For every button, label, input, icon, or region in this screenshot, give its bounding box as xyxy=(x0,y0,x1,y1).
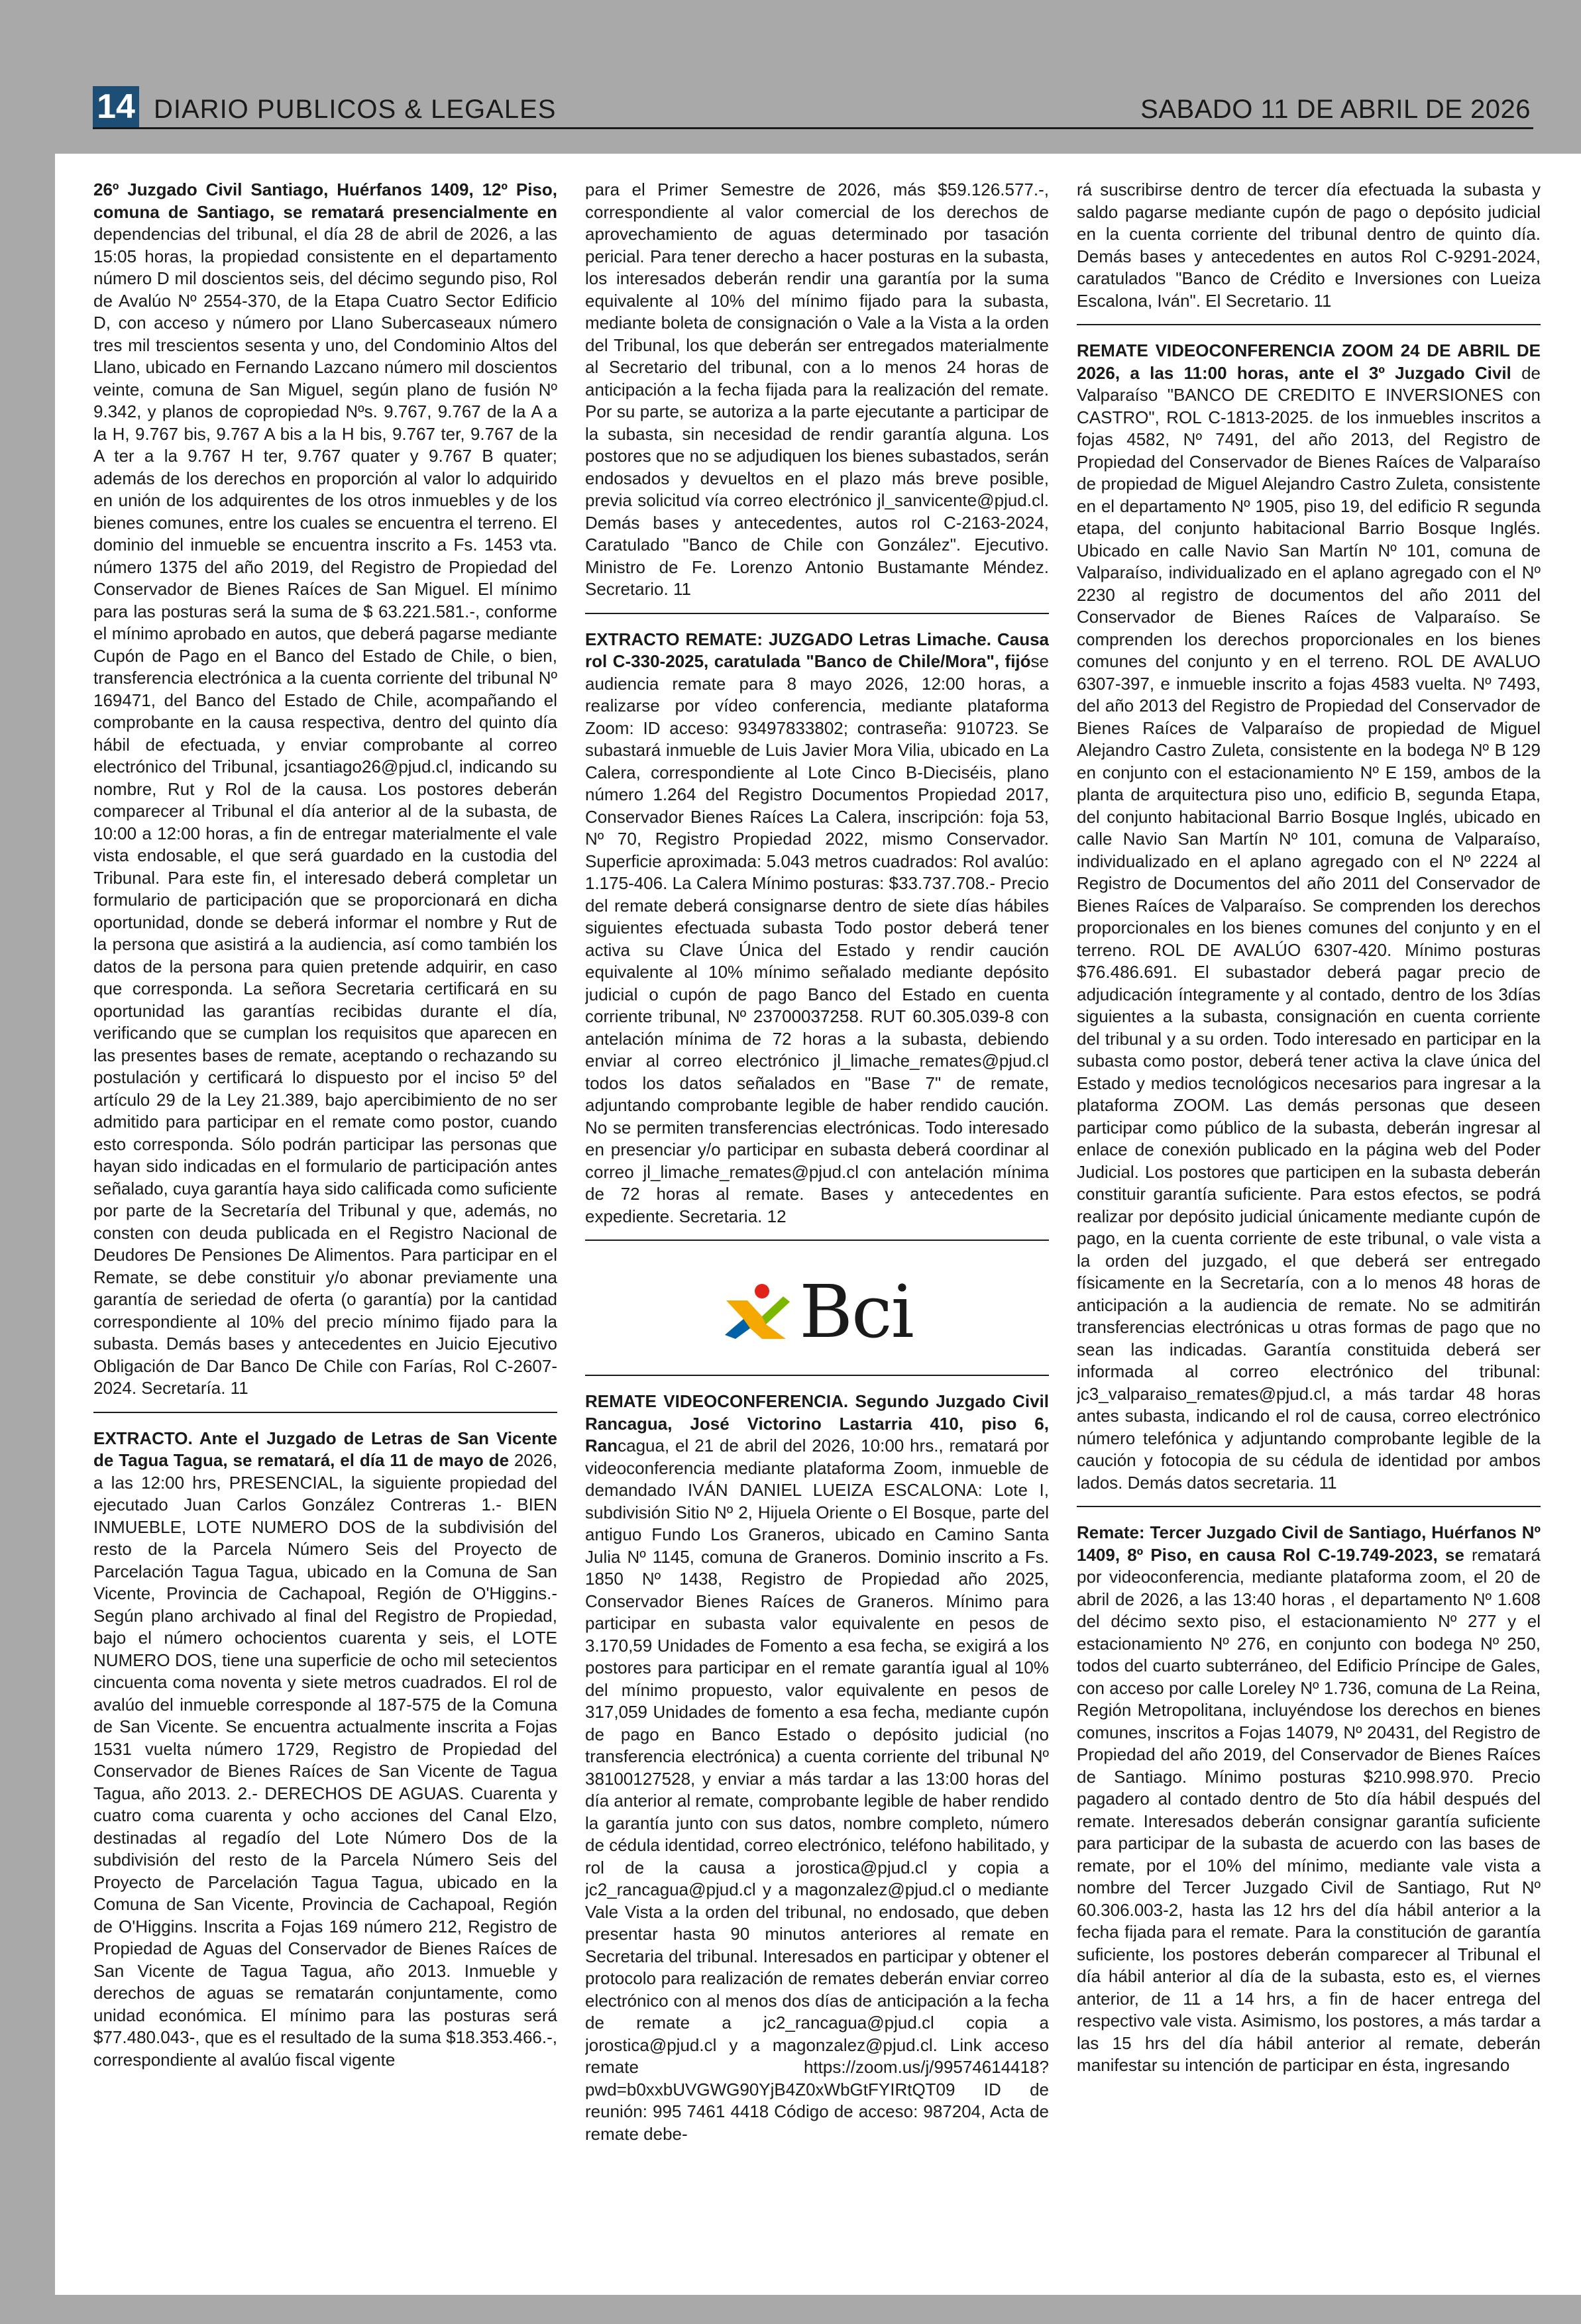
column-1 xyxy=(93,179,557,2282)
bci-logo-text: Bci xyxy=(799,1269,913,1354)
divider xyxy=(585,613,1049,614)
notice-juzgado-26-santiago xyxy=(93,179,557,1405)
notice-heading: 26º Juzgado Civil Santiago, Huérfanos 1409, 12º Piso, comuna de Santiago, se rematará presencialmente en xyxy=(93,180,557,222)
page-body xyxy=(55,154,1581,2295)
divider xyxy=(1077,324,1541,325)
notice-heading: EXTRACTO REMATE: JUZGADO Letras Limache. Causa rol C-330-2025, caratulada "Banco de Chile/Mora", fijó xyxy=(585,629,1049,671)
column-2 xyxy=(585,179,1049,2282)
notice-limache xyxy=(585,629,1049,1234)
divider xyxy=(585,1240,1049,1241)
notice-heading: Remate: Tercer Juzgado Civil de Santiago, Huérfanos Nº 1409, 8º Piso, en causa Rol C-19.749-2023, se xyxy=(1077,1522,1541,1565)
notice-body: de Valparaíso "BANCO DE CREDITO E INVERSIONES con CASTRO", ROL C-1813-2025. de los inmuebles inscritos a fojas 4582, Nº 7491, del año 2013, del Registro de Propiedad del Conservador de Bienes Raíces de Valparaíso de propiedad de Miguel Alejandro Castro Zuleta, consistente en el departamento Nº 1905, piso 19, del edificio R segunda etapa, del conjunto habitacional Barrio Bosque Inglés. Ubicado en calle Navio San Martín Nº 101, comuna de Valparaíso, individualizado en el aplano agregado con el Nº 2230 al registro de documentos del año 2011 del Conservador de Bienes Raíces de Valparaíso. Se comprenden los derechos proporcionales en los bienes comunes del conjunto y en el terreno. ROL DE AVALUO 6307-397, e inmueble inscrito a fojas 4583 vuelta. Nº 7493, del año 2013 del Registro de Propiedad del Conservador de Bienes Raíces de Valparaíso de propiedad de Miguel Alejandro Castro Zuleta, consistente en la bodega Nº B 129 en conjunto con el estacionamiento Nº E 159, ambos de la planta de arquitectura piso uno, edificio B, segunda Etapa, del conjunto habitacional Barrio Bosque Inglés, ubicado en calle Navio San Martín Nº 101, comuna de Valparaíso, individualizado en el aplano agregado con el Nº 2224 al Registro de Documentos del año 2011 del Conservador de Bienes Raíces de Valparaíso. Se comprenden los derechos proporcionales en los bienes comunes del conjunto y en el terreno. ROL DE AVALÚO 6307-420. Mínimo posturas $76.486.691. El subastador deberá pagar precio de adjudicación íntegramente y al contado, dentro de los 3días siguientes a la subasta, consignación en cuenta corriente del tribunal y a su orden. Todo interesado en participar en la subasta como postor, deberá tener activa la clave única del Estado y medios tecnológicos necesarios para ingresar a la plataforma ZOOM. Las demás personas que deseen participar como público de la subasta, deberán ingresar al enlace de conexión publicado en la página web del Poder Judicial. Los postores que participen en la subasta deberán constituir garantía suficiente. Para estos efectos, se podrá realizar por depósito judicial únicamente mediante cupón de pago, en la cuenta corriente de este tribunal, o vale vista a la orden del juzgado, el que deberá ser entregado físicamente en la Secretaría, con a lo menos 48 horas de anticipación a la audiencia de remate. No se admitirán transferencias electrónicas u otras formas de pago que no sean las indicadas. Garantía constituida deberá ser informada al correo electrónico del tribunal: jc3_valparaiso_remates@pjud.cl, a más tardar 48 horas antes subasta, indicando el rol de causa, correo electrónico número telefónica y adjuntando comprobante legible de la caución y fotocopia de su cédula de identidad por ambos lados. Demás datos secretaria. 11 xyxy=(1077,362,1541,1493)
bci-logo xyxy=(721,1269,913,1354)
notice-body: rá suscribirse dentro de tercer día efectuada la subasta y saldo pagarse mediante cupón de pago o depósito judicial en la cuenta corriente del tribunal dentro de quinto día. Demás bases y antecedentes en autos Rol C-9291-2024, caratulados "Banco de Crédito e Inversiones con Lueiza Escalona, Iván". El Secretario. 11 xyxy=(1077,180,1541,311)
notice-rancagua xyxy=(585,1391,1049,2150)
column-3 xyxy=(1077,179,1541,2282)
notice-san-vicente xyxy=(93,1428,557,2077)
divider xyxy=(585,1375,1049,1376)
notice-body: dependencias del tribunal, el día 28 de abril de 2026, a las 15:05 horas, la propiedad consistente en el departamento número D mil doscientos seis, del décimo segundo piso, Rol de Avalúo Nº 2554-370, de la Etapa Cuatro Sector Edificio D, con acceso y número por Llano Subercaseaux número tres mil trescientos sesenta y uno, del Condominio Altos del Llano, ubicado en Fernando Lazcano número mil doscientos veinte, comuna de San Miguel, según plano de fusión Nº 9.342, y planos de copropiedad Nºs. 9.767, 9.767 de la A a la H, 9.767 bis, 9.767 A bis a la H bis, 9.767 ter, 9.767 de la A ter a la 9.767 H ter, 9.767 quater y 9.767 B quater; además de los derechos en proporción al valor lo adquirido en unión de los adquirentes de los otros inmuebles y de los bienes comunes, entre los cuales se encuentra el terreno. El dominio del inmueble se encuentra inscrito a Fs. 1453 vta. número 1375 del año 2019, del Registro de Propiedad del Conservador de Bienes Raíces de San Miguel. El mínimo para las posturas será la suma de $ 63.221.581.-, conforme el mínimo aprobado en autos, que deberá pagarse mediante Cupón de Pago en el Banco del Estado de Chile, o bien, transferencia electrónica a la cuenta corriente del tribunal Nº 169471, del Banco del Estado de Chile, acompañando el comprobante en la causa respectiva, dentro del quinto día hábil de efectuada, y enviar comprobante al correo electrónico del Tribunal, jcsantiago26@pjud.cl, indicando su nombre, Rut y Rol de la causa. Los postores deberán comparecer al Tribunal el día anterior al de la subasta, de 10:00 a 12:00 horas, a fin de entregar materialmente el vale vista endosable, el que será guardado en la custodia del Tribunal. Para este fin, el interesado deberá completar un formulario de participación que se proporcionará en dicha oportunidad, donde se deberá informar el nombre y Rut de la persona que asistirá a la audiencia, así como también los datos de la persona para quien pretende adquirir, en caso que corresponda. La señora Secretaria certificará en su oportunidad las garantías recibidas durante el día, verificando que se cumplan los requisitos que aparecen en las presentes bases de remate, aceptando o rechazando su postulación y certificará lo dispuesto por el inciso 5º del artículo 29 de la Ley 21.389, bajo apercibimiento de no ser admitido para participar en el remate como postor, cuando esto corresponda. Sólo podrán participar las personas que hayan sido indicadas en el formulario de participación antes señalado, cuya garantía haya sido calificada como suficiente por parte de la Secretaría del Tribunal y que, además, no consten con deuda publicada en el Registro Nacional de Deudores De Pensiones De Alimentos. Para participar en el Remate, se debe constituir y/o abonar previamente una garantía de seriedad de oferta (o garantía) por la cantidad correspondiente al 10% del precio mínimo fijado para la subasta. Demás bases y antecedentes en Juicio Ejecutivo Obligación de Dar Banco De Chile con Farías, Rol C-2607-2024. Secretaría. 11 xyxy=(93,224,557,1398)
page-number: 14 xyxy=(93,86,139,127)
notice-heading: REMATE VIDEOCONFERENCIA ZOOM 24 DE ABRIL DE 2026, a las 11:00 horas, ante el 3º Juzgado Civil xyxy=(1077,341,1541,383)
notice-tercer-juzgado-santiago xyxy=(1077,1522,1541,2082)
divider xyxy=(93,1412,557,1413)
divider xyxy=(1077,1506,1541,1507)
notice-body: para el Primer Semestre de 2026, más $59.126.577.-, correspondiente al valor comercial de los derechos de aprovechamiento de aguas determinado por tasación pericial. Para tener derecho a hacer posturas en la subasta, los interesados deberán rendir una garantía por la suma equivalente al 10% del mínimo fijado para la subasta, mediante boleta de consignación o Vale a la Vista a la orden del Tribunal, los que deberán ser entregados materialmente al Secretario del tribunal, con a lo menos 24 horas de anticipación a la fecha fijada para la realización del remate. Por su parte, se autoriza a la parte ejecutante a participar de la subasta, sin necesidad de rendir garantía alguna. Los postores que no se adjudiquen los bienes subastados, serán endosados y devueltos en el plazo más breve posible, previa solicitud vía correo electrónico jl_sanvicente@pjud.cl. Demás bases y antecedentes, autos rol C-2163-2024, Caratulado "Banco de Chile con González". Ejecutivo. Ministro de Fe. Lorenzo Antonio Bustamante Méndez. Secretario. 11 xyxy=(585,180,1049,599)
notice-san-vicente-continued xyxy=(585,179,1049,606)
notice-heading: EXTRACTO. Ante el Juzgado de Letras de San Vicente de Tagua Tagua, se rematará, el día 11 de mayo de xyxy=(93,1428,557,1470)
notice-body: rematará por videoconferencia, mediante plataforma zoom, el 20 de abril de 2026, a las 13:40 horas , el departamento Nº 1.608 del décimo sexto piso, el estacionamiento Nº 277 y el estacionamiento Nº 276, en conjunto con bodega Nº 250, todos del cuarto subterráneo, del Edificio Príncipe de Gales, con acceso por calle Loreley Nº 1.736, comuna de La Reina, Región Metropolitana, incluyéndose los derechos en bienes comunes, inscritos a Fojas 14079, Nº 20431, del Registro de Propiedad del año 2019, del Conservador de Bienes Raíces de Santiago. Mínimo posturas $210.998.970. Precio pagadero al contado dentro de 5to día hábil después del remate. Interesados deberán consignar garantía suficiente para participar de la subasta de acuerdo con las bases de remate, por el 10% del mínimo, mediante vale vista a nombre del Tercer Juzgado Civil de Santiago, Rut Nº 60.306.003-2, hasta las 12 hrs del día hábil anterior a la fecha fijada para el remate. Para la constitución de garantía suficiente, los postores deberán comparecer al Tribunal el día hábil anterior al día de la subasta, esto es, el viernes anterior, de 11 a 14 hrs, a fin de hacer entrega del respectivo vale vista. Asimismo, los postores, a más tardar a las 15 hrs del día hábil anterior al remate, deberán manifestar su intención de participar en ésta, ingresando xyxy=(1077,1544,1541,2075)
notice-body: se audiencia remate para 8 mayo 2026, 12:00 horas, a realizarse por vídeo conferencia, mediante plataforma Zoom: ID acceso: 93497833802; contraseña: 910723. Se subastará inmueble de Luis Javier Mora Vilia, ubicado en La Calera, correspondiente al Lote Cinco B-Dieciséis, plano número 1.264 del Registro Documentos Propiedad 2017, Conservador Bienes Raíces La Calera, inscripción: foja 53, Nº 70, Registro Propiedad 2022, mismo Conservador. Superficie aproximada: 5.043 metros cuadrados: Rol avalúo: 1.175-406. La Calera Mínimo posturas: $33.737.708.- Precio del remate deberá consignarse dentro de siete días hábiles siguientes efectuada subasta Todo postor deberá tener activa su Clave Única del Estado y rendir caución equivalente al 10% mínimo señalado mediante depósito judicial o cupón de pago Banco del Estado en cuenta corriente tribunal, Nº 23700037258. RUT 60.305.039-8 con antelación mínima de 72 horas a la subasta, debiendo enviar al correo electrónico jl_limache_remates@pjud.cl todos los datos señalados en "Base 7" de remate, adjuntando comprobante legible de haber rendido caución. No se permiten transferencias electrónicas. Todo interesado en presenciar y/o participar en subasta deberá coordinar al correo jl_limache_remates@pjud.cl con antelación mínima de 72 horas al remate. Bases y antecedentes en expediente. Secretaria. 12 xyxy=(585,651,1049,1226)
page-header xyxy=(93,86,1533,129)
notice-heading: REMATE VIDEOCONFERENCIA. Segundo Juzgado Civil Rancagua, José Victorino Lastarria 410, piso 6, Ran xyxy=(585,1391,1049,1455)
notice-body: cagua, el 21 de abril del 2026, 10:00 hrs., rematará por videoconferencia mediante plataforma Zoom, inmueble de demandado IVÁN DANIEL LUEIZA ESCALONA: Lote I, subdivisión Sitio Nº 2, Hijuela Oriente o El Bosque, parte del antiguo Fundo Los Graneros, ubicado en Camino Santa Julia Nº 1145, comuna de Graneros. Dominio inscrito a Fs. 1850 Nº 1438, Registro de Propiedad año 2025, Conservador Bienes Raíces de Graneros. Mínimo para participar en subasta valor equivalente en pesos de 3.170,59 Unidades de Fomento a esa fecha, se exigirá a los postores para participar en el remate garantía igual al 10% del mínimo propuesto, valor equivalente en pesos de 317,059 Unidades de fomento a esa fecha, mediante cupón de pago en Banco Estado o depósito judicial (no transferencia electrónica) a cuenta corriente del tribunal Nº 38100127528, y enviar a más tardar a las 13:00 horas del día anterior al remate, comprobante legible de haber rendido la garantía junto con sus datos, nombre completo, número de cédula identidad, correo electrónico, teléfono habilitado, y rol de la causa a jorostica@pjud.cl y copia a jc2_rancagua@pjud.cl y a magonzalez@pjud.cl o mediante Vale Vista a la orden del tribunal, no endosado, que deben presentar hasta 90 minutos anteriores al remate en Secretaria del tribunal. Interesados en participar y obtener el protocolo para realización de remates deberán enviar correo electrónico con al menos dos días de anticipación a la fecha de remate a jc2_rancagua@pjud.cl copia a jorostica@pjud.cl y a magonzalez@pjud.cl. Link acceso remate https://zoom.us/j/99574614418?pwd=b0xxbUVGWG90YjB4Z0xWbGtFYIRtQT09 ID de reunión: 995 7461 4418 Código de acceso: 987204, Acta de remate debe- xyxy=(585,1436,1049,2144)
notice-body: 2026, a las 12:00 hrs, PRESENCIAL, la siguiente propiedad del ejecutado Juan Carlos González Contreras 1.- BIEN INMUEBLE, LOTE NUMERO DOS de la subdivisión del resto de la Parcela Número Seis del Proyecto de Parcelación Tagua Tagua, ubicado en la Comuna de San Vicente, Provincia de Cachapoal, Región de O'Higgins.-Según plano archivado al final del Registro de Propiedad, bajo el número ochocientos cuarenta y seis, el LOTE NUMERO DOS, tiene una superficie de ocho mil setecientos cincuenta coma noventa y siete metros cuadrados. El rol de avalúo del inmueble corresponde al 187-575 de la Comuna de San Vicente. Se encuentra actualmente inscrita a Fojas 1531 vuelta número 1729, Registro de Propiedad del Conservador de Bienes Raíces de San Vicente de Tagua Tagua, año 2013. 2.- DERECHOS DE AGUAS. Cuarenta y cuatro coma cuarenta y ocho acciones del Canal Elzo, destinadas al regadío del Lote Número Dos de la subdivisión del resto de la Parcela Número Seis del Proyecto de Parcelación Tagua Tagua, ubicado en la Comuna de San Vicente, Provincia de Cachapoal, Región de O'Higgins. Inscrita a Fojas 169 número 212, Registro de Propiedad de Aguas del Conservador de Bienes Raíces de San Vicente de Tagua Tagua, año 2013. Inmueble y derechos de aguas se rematarán conjuntamente, como unidad económica. El mínimo para las posturas será $77.480.043-, que es el resultado de la suma $18.353.466.-, correspondiente al avalúo fiscal vigente xyxy=(93,1450,557,2070)
bci-mark-icon xyxy=(721,1282,794,1342)
bci-advertisement xyxy=(585,1255,1049,1368)
notice-valparaiso xyxy=(1077,340,1541,1499)
publication-title: DIARIO PUBLICOS & LEGALES xyxy=(154,95,557,124)
notice-rancagua-continued xyxy=(1077,179,1541,317)
publication-date: SABADO 11 DE ABRIL DE 2026 xyxy=(1140,95,1531,124)
